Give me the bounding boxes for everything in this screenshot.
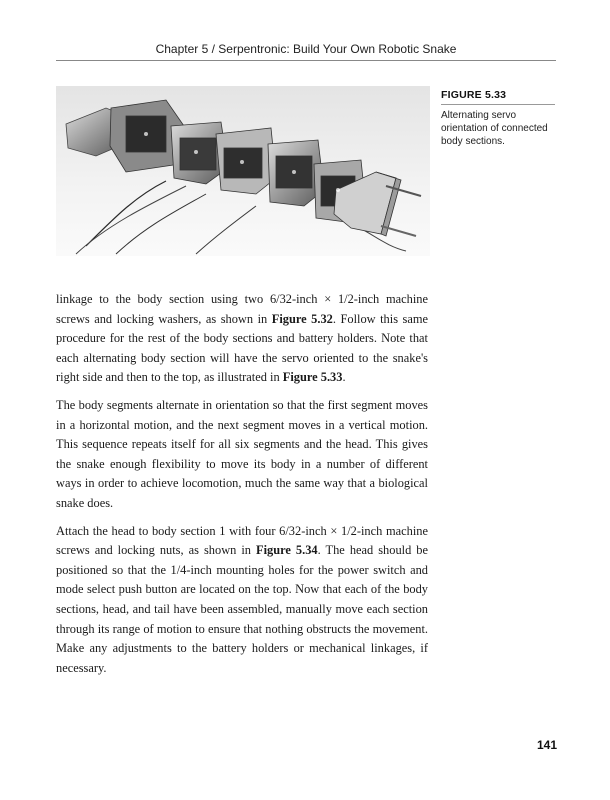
figure-ref-5-33: Figure 5.33 — [282, 370, 343, 385]
paragraph-1 — [56, 290, 428, 388]
caption-rule — [441, 104, 555, 105]
header-rule — [56, 60, 556, 61]
figure-ref-5-32: Figure 5.32 — [271, 311, 333, 326]
figure-ref-5-34: Figure 5.34 — [256, 543, 318, 558]
p1-text-1: linkage to the body section using two 6/32-inch × 1/2-inch machine screws and locking washers, as shown in — [56, 292, 428, 326]
p1-text-2: . Follow this same procedure for the rest of the body sections and battery holders. Note that each alternating body section will have the servo oriented to the snake's right side and then to the top, as illustrated in — [56, 311, 429, 385]
p3-text-2: . The head should be positioned so that the 1/4-inch mounting holes for the power switch and mode select push button are located on the top. Now that each of the body sections, head, and tail have been assembled, manually move each section through its range of motion to ensure that nothing obstructs the movement. Make any adjustments to the battery holders or mechanical linkages, if necessary. — [56, 543, 428, 675]
body-text — [56, 290, 428, 686]
running-header: Chapter 5 / Serpentronic: Build Your Own Robotic Snake — [155, 42, 457, 56]
figure-photo-robotic-snake — [56, 86, 430, 256]
figure-label: FIGURE 5.33 — [441, 89, 507, 101]
paragraph-2: The body segments alternate in orientation so that the first segment moves in a horizontal motion, and the next segment moves in a vertical motion. This sequence repeats itself for all six segments and the head. This gives the snake enough flexibility to move its body in a number of different ways in order to achieve locomotion, much the same way that a biological snake does. — [56, 397, 428, 510]
figure-caption — [441, 89, 557, 148]
p3-text-1: Attach the head to body section 1 with four 6/32-inch × 1/2-inch machine screws and locking nuts, as shown in — [56, 523, 428, 558]
figure-caption-text: Alternating servo orientation of connected body sections. — [441, 110, 548, 147]
page-number: 141 — [536, 738, 557, 752]
p1-text-3: . — [342, 370, 346, 385]
paragraph-3 — [56, 522, 428, 679]
